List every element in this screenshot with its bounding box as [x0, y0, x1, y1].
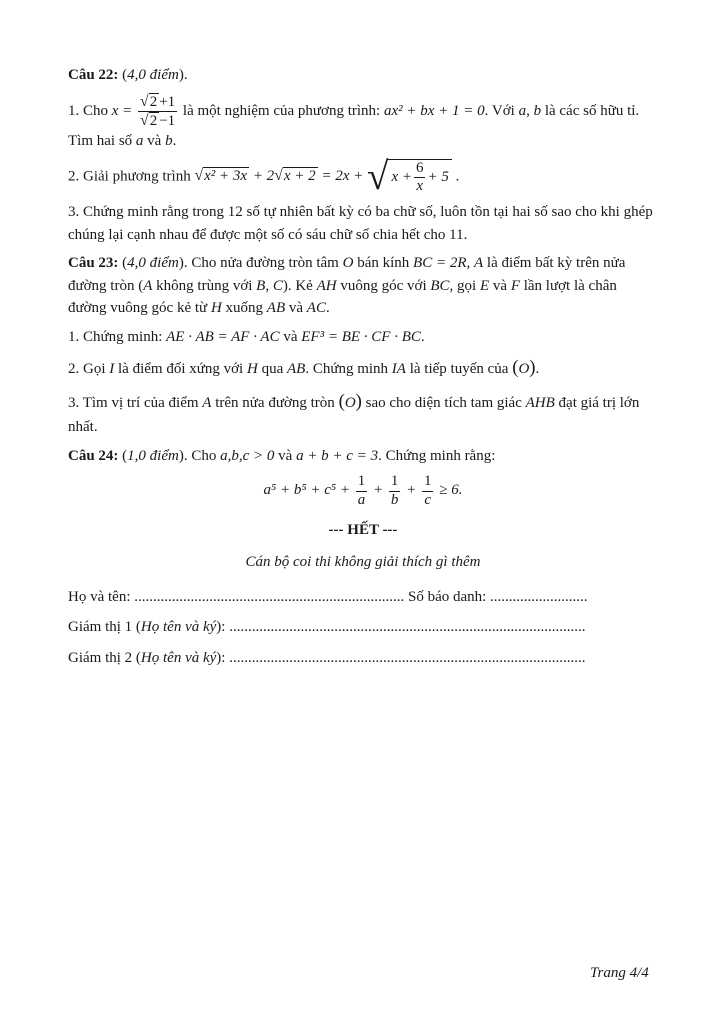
q22-p1-num-radicand: 2 [149, 93, 158, 110]
q23-AB: AB [266, 300, 286, 316]
q22-p1-end: . [172, 133, 177, 149]
q22-p1-and: và [147, 133, 162, 149]
proctor1-c: ): ............................................................................................... [216, 619, 586, 636]
q23-part3: 3. Tìm vị trí của điểm A trên nửa đường tròn (O) sao cho diện tích tam giác AHB đạt giá trị lớn nhất. [68, 391, 640, 436]
q22-p2-plus5: + 5 [427, 169, 449, 185]
q22-p1-comma: , [526, 102, 530, 119]
q23-p3-a: 3. Tìm vị trí của điểm [68, 395, 199, 412]
q23-p2-IA: IA [391, 361, 406, 377]
proctor2-line [68, 647, 658, 670]
q23-p3-d: đạt giá trị lớn nhất. [68, 395, 640, 436]
q23-p1-eq1: AE · AB = AF · AC [166, 328, 280, 345]
q22-p2-lead: 2. Giải phương trình [68, 168, 191, 185]
proctor1-b: Họ tên và ký [140, 619, 217, 636]
exam-page [68, 64, 658, 669]
q24-one-c: 1 [422, 473, 434, 491]
end-marker: --- HẾT --- [328, 521, 398, 538]
q22-p1-lead: 1. Cho [68, 102, 109, 119]
q24-points: 1,0 điểm [127, 447, 179, 464]
q23-B: B [256, 277, 266, 294]
q22-p2-six: 6 [414, 160, 426, 178]
proctor1-a: Giám thị 1 ( [68, 619, 141, 636]
q22-p2-equation: √x² + 3x + 2√x + 2 = 2x + √ x + $\frac{6}{x}$ + 5 [194, 168, 455, 184]
q24-ineq-lhs: a⁵ + b⁵ + c⁵ + [263, 482, 350, 499]
q22-p1-x-expression [111, 92, 183, 129]
q23-p1-and: và [283, 328, 298, 345]
q22-p1-var-a-2: a [135, 133, 144, 149]
q23-intro-a: Cho nửa đường tròn tâm [191, 255, 339, 271]
q23-intro-e: không trùng với [156, 277, 253, 294]
q22-points: 4,0 điểm [127, 67, 179, 83]
q23-part2: 2. Gọi I là điểm đối xứng với H qua AB. Chứng minh IA là tiếp tuyến của (O). [68, 357, 540, 378]
q23-p1-lead: 1. Chứng minh: [68, 328, 163, 345]
q22-p1-denominator: √2 −1 [140, 111, 176, 129]
q23-part1 [68, 326, 658, 349]
q23-intro-d: là điểm bất kỳ trên nửa đường tròn ( [68, 255, 626, 294]
q23-A: A [473, 255, 484, 271]
q22-p1-var-b: b [533, 102, 542, 119]
q23-intro-g: vuông góc với [340, 277, 427, 294]
q24-cond1: a,b,c > 0 [220, 447, 275, 464]
q23-points: 4,0 điểm [127, 255, 179, 271]
q23-p2-end: . [535, 361, 540, 377]
q23-p2-c: qua [261, 361, 284, 377]
q23-p2-a: 2. Gọi [68, 361, 106, 377]
q22-title: Câu 22: [68, 67, 119, 83]
q22-p1-equation: ax² + bx + 1 = 0 [383, 102, 485, 119]
q24-den-c: c [424, 491, 432, 508]
q23-C: C [272, 277, 283, 294]
q22-part3: 3. Chứng minh rằng trong 12 số tự nhiên bất kỳ có ba chữ số, luôn tồn tại hai số sao cho khi ghép chúng lại cạnh nhau để được một số có sáu chữ số chia hết cho 11. [68, 204, 653, 243]
q23-AC: AC [306, 300, 326, 316]
q24-one-b: 1 [389, 473, 401, 491]
q23-p2-AB: AB [286, 361, 306, 377]
q22-p2-over-x: x [416, 177, 424, 194]
q23-A2: A [143, 277, 153, 294]
proctor1-line [68, 616, 658, 639]
q22-p2-end: . [455, 168, 460, 185]
proctor2-b: Họ tên và ký [140, 649, 217, 666]
proctor2-a: Giám thị 2 ( [68, 649, 141, 666]
q22-heading: Câu 22: (4,0 điểm). [68, 67, 188, 83]
q24-intro-a: Cho [191, 447, 217, 464]
q23-p3-b: trên nửa đường tròn [215, 395, 335, 412]
q24-end: . [458, 482, 463, 499]
q22-p2-lhs1: x² + 3x [204, 168, 248, 185]
q22-p1-line2: số hữu tỉ. Tìm hai số [68, 102, 640, 149]
q22-p1-var-a: a [518, 102, 527, 119]
q23-intro-j: xuống [225, 300, 264, 316]
q23-p3-AHB: AHB [525, 395, 555, 412]
q22-p2-plus2: + 2 [252, 168, 275, 185]
q24-den-b: b [390, 491, 399, 508]
q22-p2-lhs2: x + 2 [283, 168, 316, 185]
q24-intro: Câu 24: (1,0 điểm). Cho a,b,c > 0 và a + b + c = 3. Chứng minh rằng: [68, 447, 496, 464]
q23-O: O [342, 255, 354, 271]
q22-p1-numerator: √2 +1 [138, 93, 177, 112]
q24-title: Câu 24: [68, 447, 119, 464]
q23-p1-eq2: EF³ = BE · CF · BC [301, 328, 421, 345]
q23-and: và [492, 277, 508, 294]
q23-intro: Câu 23: (4,0 điểm). Cho nửa đường tròn tâm O bán kính BC = 2R, A là điểm bất kỳ trên nửa đường tròn (A không trùng với B, C). Kẻ AH vuông góc với BC, gọi E và F lần lượt là chân đường vuông góc kẻ từ H xuống AB và AC. [68, 255, 626, 316]
q22-part1 [68, 93, 658, 153]
q23-F: F [510, 277, 520, 294]
q22-p1-num-tail: +1 [159, 93, 176, 110]
q22-p2-fraction [414, 160, 426, 196]
q23-p2-b: là điểm đối xứng với [118, 361, 244, 377]
q23-intro-i: lần lượt là chân đường vuông góc kẻ từ [68, 277, 617, 316]
q23-p3-O: O [344, 395, 356, 412]
q23-intro-end: . [325, 300, 330, 316]
q23-p2-O: O [518, 361, 530, 377]
q22-p1-tail1: . Với [484, 102, 515, 119]
q24-den-a: a [357, 491, 366, 508]
q24-one-a: 1 [356, 473, 368, 491]
q22-p2-rhs-x: x + [391, 169, 412, 185]
proctor2-c: ): ............................................................................................... [216, 649, 586, 666]
q23-p2-d: . Chứng minh [305, 361, 389, 377]
q22-p1-den-radicand: 2 [149, 112, 158, 129]
q23-p1-end: . [420, 328, 425, 345]
page-number: Trang 4/4 [590, 965, 649, 981]
q23-intro-h: , gọi [449, 277, 477, 294]
q24-plus-1: + [372, 482, 384, 499]
q24-inequality [68, 473, 658, 509]
q23-p2-H: H [246, 361, 258, 377]
q24-and: và [278, 447, 293, 464]
q24-cond2: a + b + c = 3 [296, 447, 379, 464]
q23-intro-b: bán kính [357, 255, 410, 271]
q22-p1-x-eq: x = [111, 102, 133, 119]
q23-E: E [479, 277, 490, 294]
q22-p1-fraction [138, 93, 177, 131]
q23-intro-f: ). Kẻ [282, 277, 313, 294]
q23-p2-e: là tiếp tuyến của [409, 361, 509, 377]
candidate-name-line: Họ và tên: ........................................................................ Số báo danh: .......................... [68, 588, 588, 605]
q23-p2-I: I [109, 361, 115, 377]
q23-AH: AH [316, 277, 337, 294]
q22-p1-var-b-2: b [165, 133, 173, 149]
proctor-note: Cán bộ coi thi không giải thích gì thêm [245, 554, 481, 571]
q22-p1-mid: là một nghiệm của phương trình: [182, 102, 381, 119]
q22-p1-den-tail: −1 [159, 112, 176, 129]
q24-intro-end: . Chứng minh rằng: [378, 447, 496, 464]
q22-p1-tail2: là các [544, 102, 580, 119]
q23-bc-eq: BC = 2R [413, 255, 467, 271]
q23-H: H [210, 300, 222, 316]
q23-BC: BC [430, 277, 450, 294]
q24-plus-2: + [406, 482, 417, 499]
q22-p2-eq: = 2x + [321, 168, 364, 185]
q23-and-2: và [288, 300, 304, 316]
q22-part2 [68, 154, 658, 198]
q23-p3-A: A [202, 395, 212, 412]
q24-ge6: ≥ 6 [439, 482, 459, 499]
q22-p2-big-radical: √ x + $\frac{6}{x}$ + 5 [367, 159, 452, 196]
q23-intro-c: , [466, 255, 471, 271]
q23-p3-c: sao cho diện tích tam giác [365, 395, 522, 412]
q23-title: Câu 23: [68, 255, 119, 271]
